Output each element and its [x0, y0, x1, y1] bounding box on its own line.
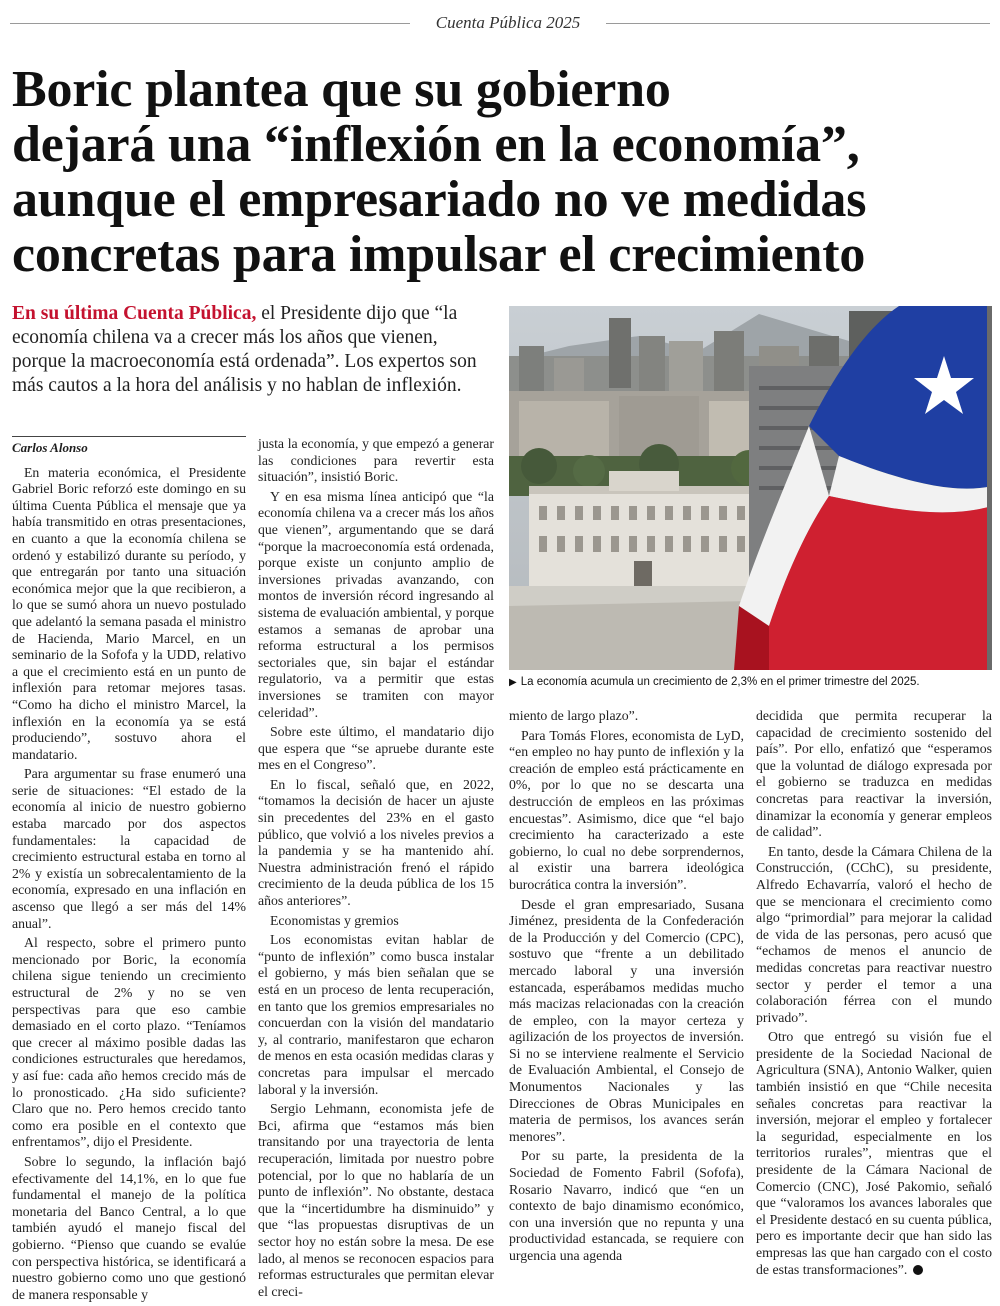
- caption-text: La economía acumula un crecimiento de 2,3% en el primer trimestre del 2025.: [520, 676, 920, 688]
- subheading: Economistas y gremios: [270, 912, 399, 928]
- paragraph: Desde el gran empresariado, Susana Jiménez, presidenta de la Confederación de la Producción y del Comercio (CPC), sostuvo que “frente a un debilitado mercado laboral y una inversión estancada, esperábamos medidas mucho más macizas relacionadas con la creación de empleo, con la mayor certeza y agilización de los proyectos de inversión. Si no se interviene realmente el Servicio de Evaluación Ambiental, el Consejo de Monumentos Nacionales y las Direcciones de Obras Municipales en materia de permisos, los avances serán menores”.: [509, 896, 744, 1144]
- paragraph: Al respecto, sobre el primero punto mencionado por Boric, la economía chilena sigue teniendo un crecimiento estructural de 2% y no se ven perspectivas para que eso cambie demasiado en el corto plazo. “Teníamos que crecer al máximo posible dadas las condiciones estructurales que heredamos, y así fue: cada año hemos crecido más de lo pronosticado. ¿Ha sido suficiente? Claro que no. Pero hemos crecido tanto como era posible en el contexto que enfrentamos”, dijo el Presidente.: [12, 935, 246, 1150]
- article-column-1: [12, 436, 246, 1306]
- headline-line: concretas para impulsar el crecimiento: [12, 226, 866, 283]
- section-rule-left: [10, 23, 410, 24]
- paragraph: Sobre este último, el mandatario dijo que espera que “se apruebe durante este mes en el Congreso”.: [258, 724, 494, 773]
- photo-caption: [509, 676, 992, 688]
- headline-line: dejará una “inflexión en la economía”,: [12, 116, 860, 173]
- paragraph: Para Tomás Flores, economista de LyD, “en empleo no hay punto de inflexión y la creación de empleo está prácticamente en 0%, por lo que no se descarta una destrucción de empleos en las próximas encuestas”. Asimismo, dice que “el bajo crecimiento ha caracterizado a este gobierno, lo cual no debe sorprendernos, al existir una barrera ideológica burocrática contra la inversión”.: [509, 727, 744, 892]
- paragraph: Para argumentar su frase enumeró una serie de situaciones: “El estado de la economía al inicio de nuestro gobierno estaba marcado por dos aspectos fundamentales: la capacidad de crecimiento estructural estaba en torno al 2% y existía un sobrecalentamiento de la economía, expresado en una inflación en ascenso que llegó a ser más del 14% anual”.: [12, 766, 246, 931]
- paragraph: Sobre lo segundo, la inflación bajó efectivamente del 14,1%, en lo que fue fundamental el manejo de la política monetaria del Banco Central, a lo que también ayudó el manejo fiscal del gobierno. “Pienso que cuando se evalúe con perspectiva histórica, se identificará a nuestro gobierno como uno que gestionó de manera responsable y: [12, 1153, 246, 1302]
- section-header: [10, 12, 990, 34]
- end-mark-icon: [913, 1265, 923, 1275]
- article-column-3: [509, 708, 744, 1268]
- paragraph: miento de largo plazo”.: [509, 708, 639, 723]
- section-rule-right: [606, 23, 990, 24]
- paragraph-text: Otro que entregó su visión fue el presidente de la Sociedad Nacional de Agricultura (SNA), Antonio Walker, quien también insistió en que “Chile necesita señales concretas para reactivar la inversión, mejorar el empleo y fortalecer la seguridad, especialmente en los territorios rurales”, mientras que el presidente de la Cámara Nacional de Comercio (CNC), José Pakomio, señaló que “valoramos los avances laborales que el Presidente destacó en su cuenta pública, pero es importante decir que han sido las empresas las que han cargado con el costo de estas transformaciones”.: [756, 1029, 992, 1277]
- article-column-2: [258, 436, 494, 1303]
- section-title: Cuenta Pública 2025: [435, 13, 581, 32]
- paragraph: Y en esa misma línea anticipó que “la economía chilena va a crecer más los años que vienen”, argumentando que se dará “porque la macroeconomía está ordenada, porque existe un conjunto amplio de inversiones privadas avanzando, con montos de inversión récord ingresando al sistema de evaluación ambiental, y porque estamos a semanas de aprobar una reforma estructural a los permisos sectoriales que, sin bajar el estándar regulatorio, va a permitir que estas inversiones se tramiten con mayor celeridad”.: [258, 488, 494, 720]
- paragraph: decidida que permita recuperar la capacidad de crecimiento sostenido del país”. Por ello, enfatizó que “esperamos que la voluntad de diálogo expresada por el gobierno se traduzca en medidas concretas para reactivar la inversión, dinamizar la economía y generar empleos de calidad”.: [756, 708, 992, 840]
- paragraph: En lo fiscal, señaló que, en 2022, “tomamos la decisión de hacer un ajuste sin precedentes del 23% en el gasto público, que volvió a los niveles previos a la pandemia y se ha mantenido ahí. Nuestra administración frenó el rápido crecimiento de la deuda pública de los 15 años anteriores”.: [258, 776, 494, 909]
- paragraph: [756, 1029, 992, 1278]
- paragraph: Los economistas evitan hablar de “punto de inflexión” como busca instalar el gobierno, y más bien señalan que se está en un proceso de lenta recuperación, en tanto que los gremios empresariales no concuerdan con la visión del mandatario y, al contrario, manifestaron que echaron de menos en esta ocasión medidas claras y concretas para impulsar el mercado laboral y la inversión.: [258, 932, 494, 1097]
- byline: Carlos Alonso: [12, 436, 246, 457]
- paragraph: En tanto, desde la Cámara Chilena de la Construcción, (CChC), su presidente, Alfredo Echavarría, valoró el hecho de que se mencionara el crecimiento como algo “primordial” para mejorar la calidad de vida de las personas, pero acusó que “echamos de menos el anuncio de medidas concretas para reactivar nuestro sector y perder el temor a una colaboración férrea con el mundo privado”.: [756, 843, 992, 1025]
- paragraph: Por su parte, la presidenta de la Sociedad de Fomento Fabril (Sofofa), Rosario Navarro, indicó que “en un contexto de bajo dinamismo económico, con una inversión que no repunta y una productividad estancada, se requiere con urgencia una agenda: [509, 1148, 744, 1263]
- photo-illustration: [509, 306, 992, 670]
- paragraph: Sergio Lehmann, economista jefe de Bci, afirma que “estamos más bien transitando por una trayectoria de lenta recuperación, limitada por nuestro pobre potencial, por lo que no hablaría de un punto de inflexión”. No obstante, destaca que la “incertidumbre ha disminuido” y que “las propuestas disruptivas de un sector hoy no están sobre la mesa. De ese lado, al menos se reconocen espacios para reformas estructurales que permitan elevar el creci-: [258, 1101, 494, 1299]
- lede-text: el Presidente dijo que “la economía chilena va a crecer más los años que vienen, porque la macroeconomía está ordenada”. Los expertos son más cautos a la hora del análisis y no hablan de inflexión.: [12, 303, 477, 396]
- headline-line: aunque el empresariado no ve medidas: [12, 171, 867, 228]
- headline: [12, 62, 992, 282]
- paragraph: justa la economía, y que empezó a generar las condiciones para revertir esta situación”, insistió Boric.: [258, 436, 494, 485]
- headline-line: Boric plantea que su gobierno: [12, 61, 671, 118]
- caption-arrow-icon: ▶: [509, 677, 517, 688]
- lede-kicker: En su última Cuenta Pública,: [12, 303, 257, 324]
- paragraph: En materia económica, el Presidente Gabriel Boric reforzó este domingo en su última Cuenta Pública el mensaje que ya había transmitido en otras presentaciones, en cuanto a que la economía chilena se ordenó y estabilizó durante su período, y que entregarán por tanto una situación económica mejor que la que recibieron, a lo que se sumó ahora un nuevo postulado que adelantó la semana pasada el ministro de Hacienda, Mario Marcel, en un seminario de la Sofofa y la UDD, relativo a que el crecimiento está en un punto de inflexión para retomar mejores tasas. “Como ha dicho el ministro Marcel, la inflexión en la economía ya se está produciendo”, sostuvo ahora el mandatario.: [12, 464, 246, 762]
- lede: [12, 302, 490, 398]
- article-photo: [509, 306, 992, 670]
- article-column-4: [756, 708, 992, 1281]
